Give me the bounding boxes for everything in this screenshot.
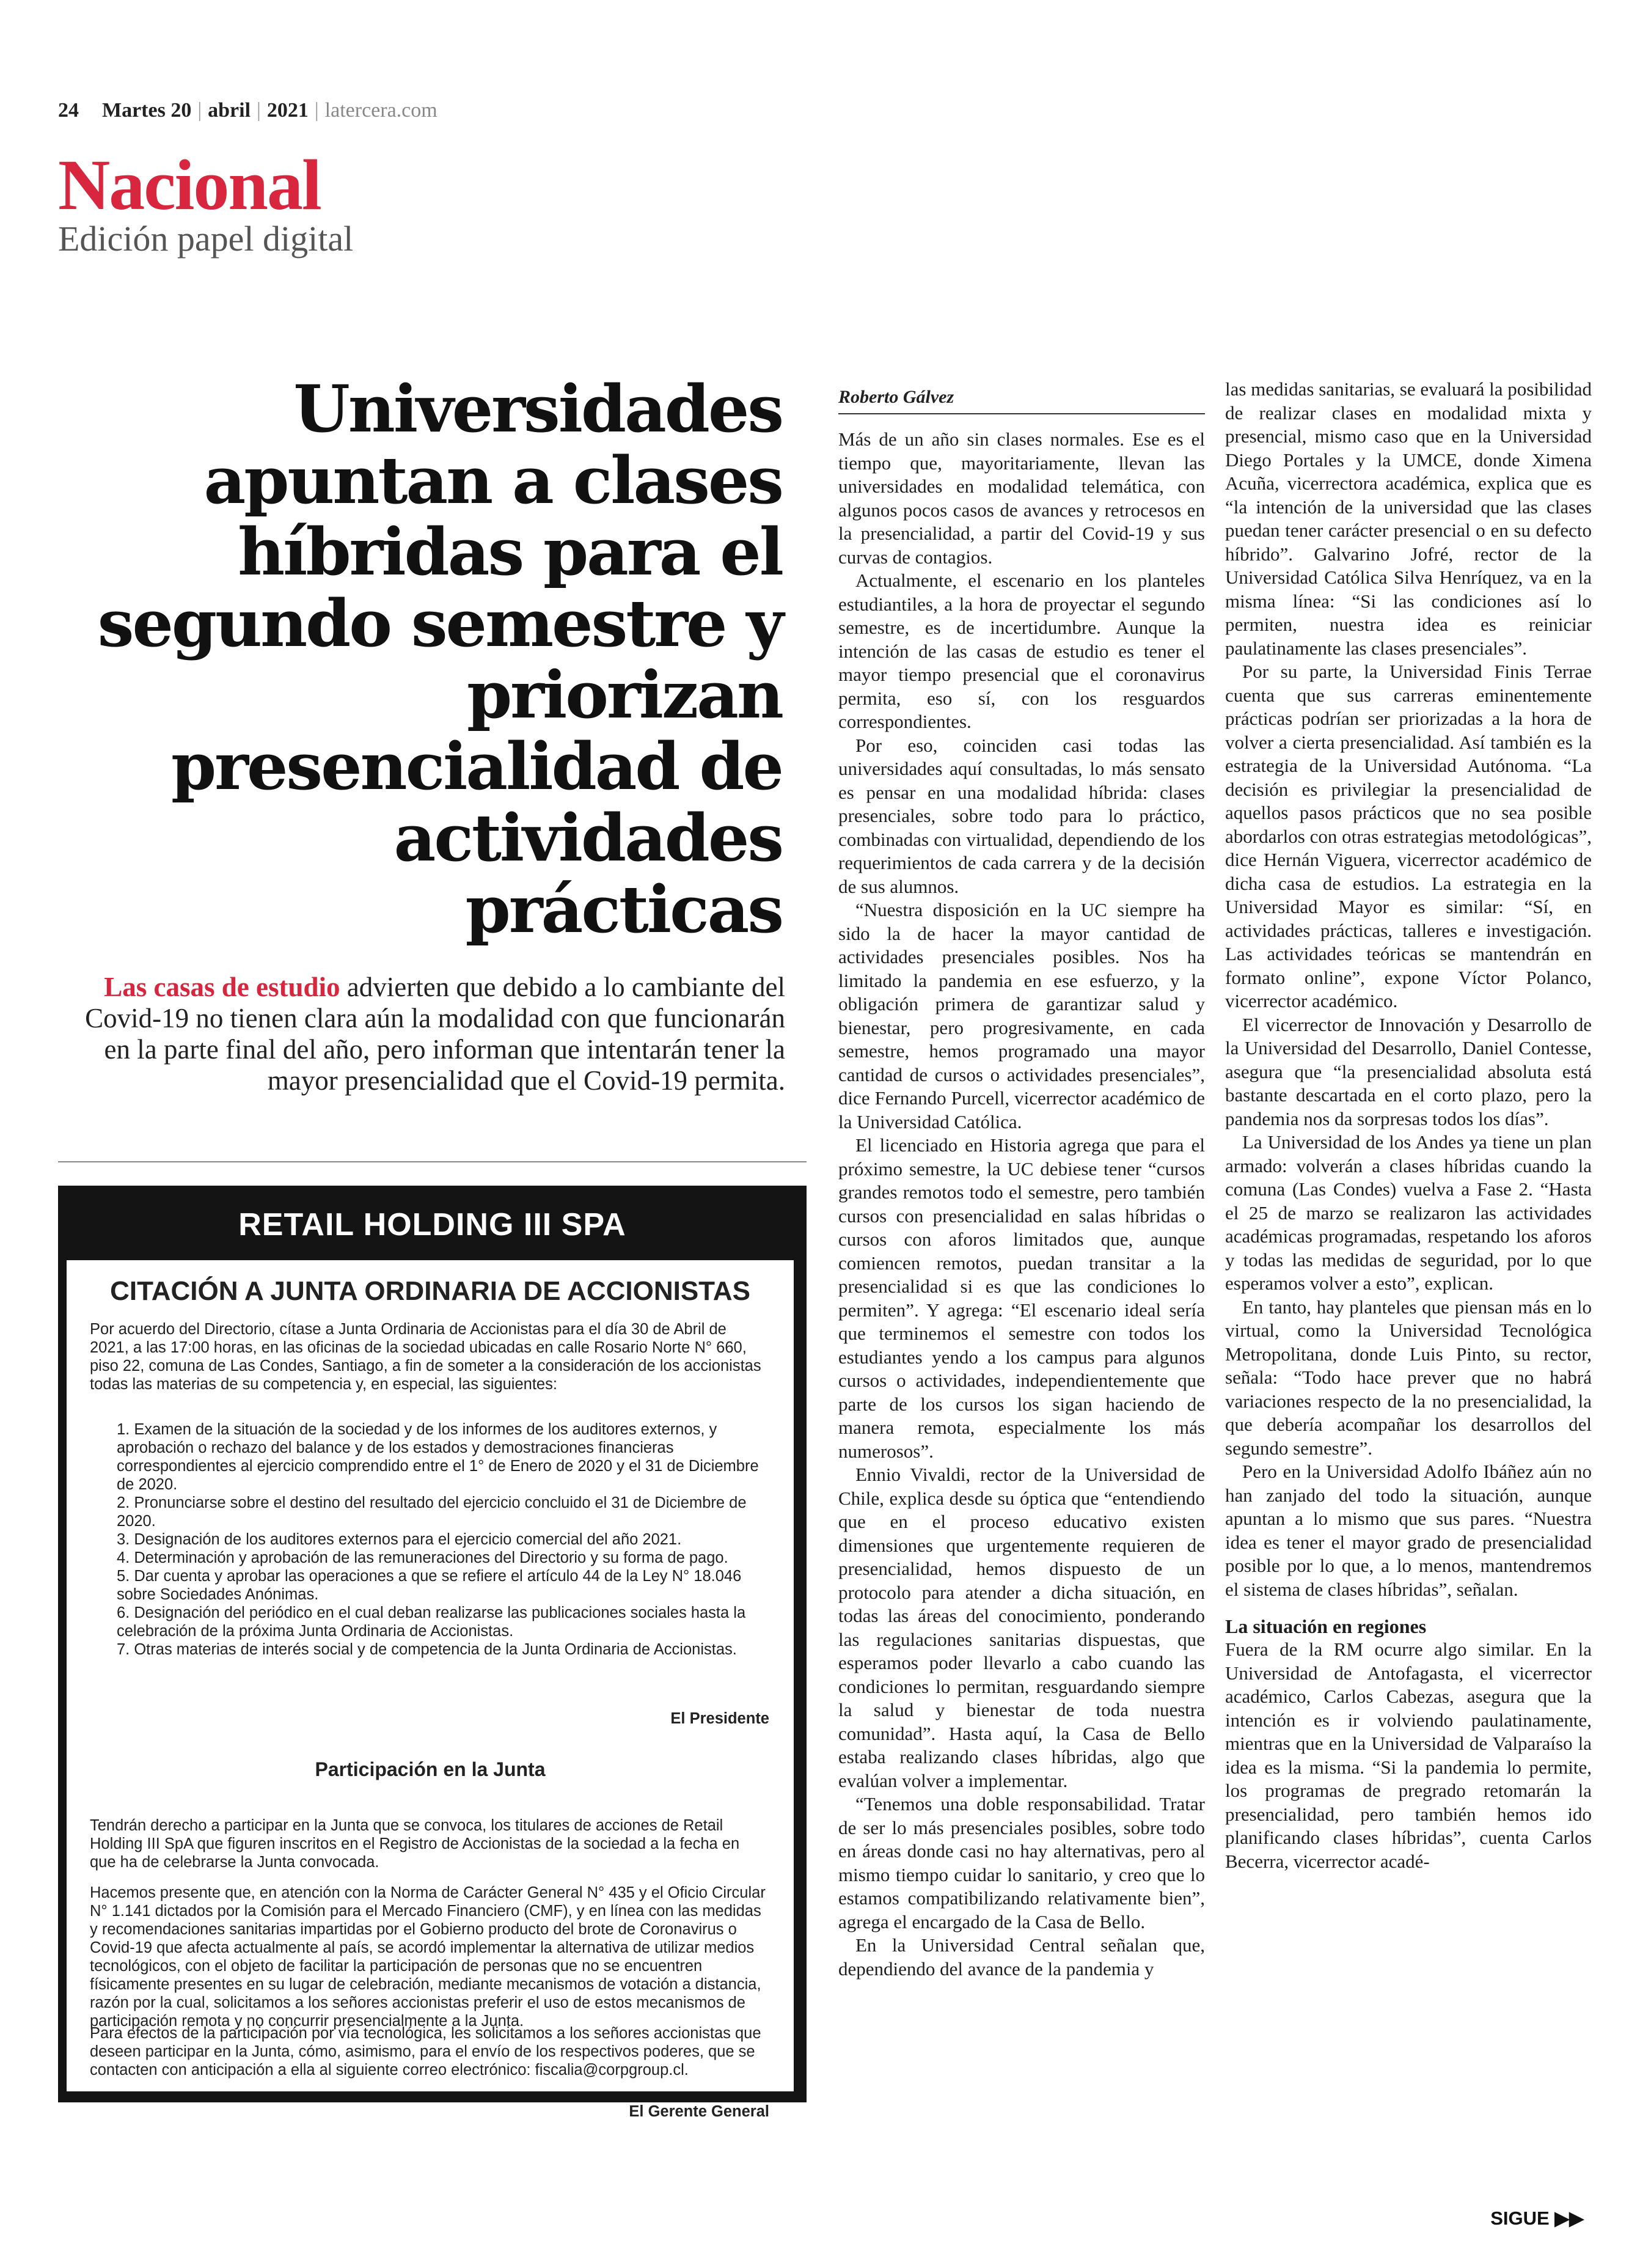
deck-lead: Las casas de estudio [104,972,340,1002]
paragraph: En la Universidad Central señalan que, dependiendo del avance de la pandemia y [838,1934,1205,1980]
paragraph: El vicerrector de Innovación y Desarrollo de la Universidad del Desarrollo, Daniel Contesse, asegura que “la presencialidad absoluta está bastante descartada en el corto plazo, pero la pandemia nos da sorpresas todos los días”. [1225,1013,1592,1129]
article-column-2 [1225,378,1592,1873]
divider [58,1161,807,1162]
agenda-item: 4. Determinación y aprobación de las remuneraciones del Directorio y su forma de pago. [117,1549,728,1566]
paragraph: Por su parte, la Universidad Finis Terrae cuenta que sus carreras eminentemente prácticas podrían ser priorizadas a la hora de volver a cierta presencialidad. Así también es la estrategia de la Universidad Autónoma. “La decisión es privilegiar la presencialidad de aquellos pasos prácticos que no sea posible abordarlos con otras estrategias metodológicas”, dice Hernán Viguera, vicerrector académico de dicha casa de estudios. La estrategia en la Universidad Mayor es similar: “Sí, en actividades prácticas, talleres e investigación. Las actividades teóricas se mantendrán en formato online”, expone Víctor Polanco, vicerrector académico. [1225,661,1592,1011]
continues-label: SIGUE ▶▶ [1490,2207,1584,2229]
ad-paragraph: Hacemos presente que, en atención con la Norma de Carácter General N° 435 y el Oficio Circular N° 1.141 dictados por la Comisión para el Mercado Financiero (CMF), y en línea con las medidas y recomendaciones sanitarias impartidas por el Gobierno producto del brote de Coronavirus o Covid-19 que afecta actualmente al país, se acordó implementar la alternativa de utilizar medios tecnológicos, con el objeto de facilitar la participación de personas que no se encuentren físicamente presentes en su lugar de celebración, mediante mecanismos de votación a distancia, razón por la cual, solicitamos a los señores accionistas preferir el uso de estos mecanismos de participación remota y no concurrir presencialmente a la Junta. [90,1884,766,2030]
paragraph: En tanto, hay planteles que piensan más en lo virtual, como la Universidad Tecnológica Metropolitana, donde Luis Pinto, su rector, señala: “Todo hace prever que no habrá variaciones respecto de la no presencialidad, la que debería acompañar los desarrollos del segundo semestre”. [1225,1296,1592,1459]
deck-text: advierten que debido a lo cambiante del Covid-19 no tienen clara aún la modalidad con que funcionarán en la parte final del año, pero informan que intentarán tener la mayor presencialidad que el Covid-19 permita. [85,972,785,1096]
section-title: Nacional [58,145,321,225]
agenda-item: 6. Designación del periódico en el cual deban realizarse las publicaciones sociales hasta la celebración de la próxima Junta Ordinaria de Accionistas. [117,1604,746,1640]
paragraph: La Universidad de los Andes ya tiene un plan armado: volverán a clases híbridas cuando la comuna (Las Condes) vuelva a Fase 2. “Hasta el 25 de marzo se realizaron las actividades académicas programadas, respetando los aforos y todas las medidas de seguridad, por lo que esperamos volver a esto”, explican. [1225,1131,1592,1294]
ad-company-name: RETAIL HOLDING III SPA [238,1207,626,1242]
ad-agenda-list [117,1420,769,1659]
paragraph: El licenciado en Historia agrega que para el próximo semestre, la UC debiese tener “cursos grandes remotos todo el semestre, pero también cursos con presencialidad en salas híbridas o cursos con aforos limitados que, aunque comiencen remotos, puedan transitar a la presencialidad si es que las condiciones lo permiten”. Y agrega: “El escenario ideal sería que terminemos el semestre con todos los estudiantes yendo a los campus para algunos cursos o actividades, independientemente que parte de los cursos los sigan haciendo de manera remota, especialmente los más numerosos”. [838,1134,1205,1462]
paragraph: “Nuestra disposición en la UC siempre ha sido la de hacer la mayor cantidad de actividades presenciales posibles. Nos ha limitado la pandemia en ese esfuerzo, y la obligación primera de garantizar salud y bienestar, pero progresivamente, en cada semestre, hemos programado una mayor cantidad de cursos o actividades presenciales”, dice Fernando Purcell, vicerrector académico de la Universidad Católica. [838,899,1205,1132]
paragraph: Actualmente, el escenario en los planteles estudiantiles, a la hora de proyectar el segundo semestre, es de incertidumbre. Aunque la intención de las casas de estudio es tener el mayor tiempo presencial que el coronavirus permita, eso sí, con los resguardos correspondientes. [838,570,1205,732]
ad-signature-manager: El Gerente General [629,2103,769,2120]
ad-heading: CITACIÓN A JUNTA ORDINARIA DE ACCIONISTAS [110,1276,750,1306]
ad-intro: Por acuerdo del Directorio, cítase a Junta Ordinaria de Accionistas para el día 30 de Abril de 2021, a las 17:00 horas, en las oficinas de la sociedad ubicadas en calle Rosario Norte N° 660, piso 22, comuna de Las Condes, Santiago, a fin de someter a la consideración de los accionistas todas las materias de su competencia y, en especial, las siguientes: [90,1321,761,1393]
paragraph: las medidas sanitarias, se evaluará la posibilidad de realizar clases en modalidad mixta y presencial, mismo caso que en la Universidad Diego Portales y la UMCE, donde Ximena Acuña, vicerrectora académica, explica que es “la intención de la universidad que las clases puedan tener carácter presencial o en su defecto híbrido”. Galvarino Jofré, rector de la Universidad Católica Silva Henríquez, va en la misma línea: “Si las condiciones así lo permiten, nuestra idea es reiniciar paulatinamente las clases presenciales”. [1225,378,1592,659]
ad-subheading: Participación en la Junta [315,1758,546,1780]
byline: Roberto Gálvez [838,387,954,407]
agenda-item: 3. Designación de los auditores externos para el ejercicio comercial del año 2021. [117,1531,682,1548]
ad-body [67,1260,794,2120]
ad-paragraph: Tendrán derecho a participar en la Junta que se convoca, los titulares de acciones de Retail Holding III SpA que figuren inscritos en el Registro de Accionistas de la sociedad a la fecha en que ha de celebrarse la Junta convocada. [90,1817,740,1871]
subheading: La situación en regiones [1225,1615,1427,1637]
paragraph: “Tenemos una doble responsabilidad. Tratar de ser lo más presenciales posibles, sobre todo en áreas donde casi no hay alternativas, pero al mismo tiempo cuidar lo sanitario, y creo que lo estamos compatibilizando relativamente bien”, agrega el encargado de la Casa de Bello. [838,1793,1205,1932]
agenda-item: 7. Otras materias de interés social y de competencia de la Junta Ordinaria de Accionistas. [117,1641,737,1658]
folio-year: 2021 [266,99,309,122]
agenda-item: 1. Examen de la situación de la sociedad y de los informes de los auditores externos, y aprobación o rechazo del balance y de los estados y demostraciones financieras correspondientes al ejercicio comprendido entre el 1° de Enero de 2020 y el 31 de Diciembre de 2020. [117,1421,759,1493]
folio-month: abril [208,99,251,122]
paragraph: Fuera de la RM ocurre algo similar. En la Universidad de Antofagasta, el vicerrector académico, Carlos Cabezas, asegura que la intención es ir volviendo paulatinamente, mientras que en la Universidad de Valparaíso la idea es la misma. “Si la pandemia lo permite, los programas de pregrado retomarán la presencialidad, pero también hemos ido planificando clases híbridas”, cuenta Carlos Becerra, vicerrector acadé- [1225,1639,1592,1872]
edition-label: Edición papel digital [58,219,354,259]
paragraph: Más de un año sin clases normales. Ese es el tiempo que, mayoritariamente, llevan las universidades en modalidad telemática, con algunos pocos casos de avances y retrocesos en la presencialidad, a partir del Covid-19 y sus curvas de contagios. [838,428,1205,568]
paragraph: Pero en la Universidad Adolfo Ibáñez aún no han zanjado del todo la situación, aunque apuntan a lo mismo que sus pares. “Nuestra idea es tener el mayor grado de presencialidad posible por lo que, a lo menos, mantendremos el sistema de clases híbridas”, señalan. [1225,1461,1592,1600]
website-link[interactable]: latercera.com [324,99,437,122]
article-headline: Universidades apuntan a clases híbridas para el segundo semestre y priorizan presencialidad de actividades prácticas [97,370,782,947]
article-column-1 [838,428,1205,1981]
article-deck [61,972,785,1096]
page-number: 24 [58,99,79,122]
agenda-item: 2. Pronunciarse sobre el destino del resultado del ejercicio concluido el 31 de Diciembre de 2020. [117,1494,747,1530]
agenda-item: 5. Dar cuenta y aprobar las operaciones a que se refiere el artículo 44 de la Ley N° 18.046 sobre Sociedades Anónimas. [117,1568,742,1603]
legal-notice-ad [58,1186,807,2120]
divider [838,413,1205,414]
paragraph: Por eso, coinciden casi todas las universidades aquí consultadas, lo más sensato es pensar en una modalidad híbrida: clases presenciales, sobre todo para lo práctico, combinadas con virtualidad, dependiendo de los requerimientos de cada carrera y de la decisión de sus alumnos. [838,734,1205,897]
ad-paragraph: Para efectos de la participación por vía tecnológica, les solicitamos a los señores accionistas que deseen participar en la Junta, cómo, asimismo, para el envío de los respectivos poderes, que se contacten con anticipación a ella al siguiente correo electrónico: fiscalia@corpgroup.cl. [90,2025,761,2079]
folio-day: Martes 20 [102,99,192,122]
ad-signature-president: El Presidente [670,1710,769,1727]
paragraph: Ennio Vivaldi, rector de la Universidad de Chile, explica desde su óptica que “entendiendo que en el proceso educativo existen dimensiones que urgentemente requieren de presencialidad, hemos dispuesto de un protocolo para atender a dicha situación, en todas las áreas del conocimiento, ponderando las regulaciones sanitarias dispuestas, que esperamos poder llevarlo a cabo cuando las condiciones lo permitan, resguardando siempre la salud y bienestar de toda nuestra comunidad”. Hasta aquí, la Casa de Bello estaba realizando clases híbridas, algo que evalúan volver a implementar. [838,1464,1205,1791]
folio: 24 Martes 20 | abril | 2021 | latercera.com [58,99,437,122]
